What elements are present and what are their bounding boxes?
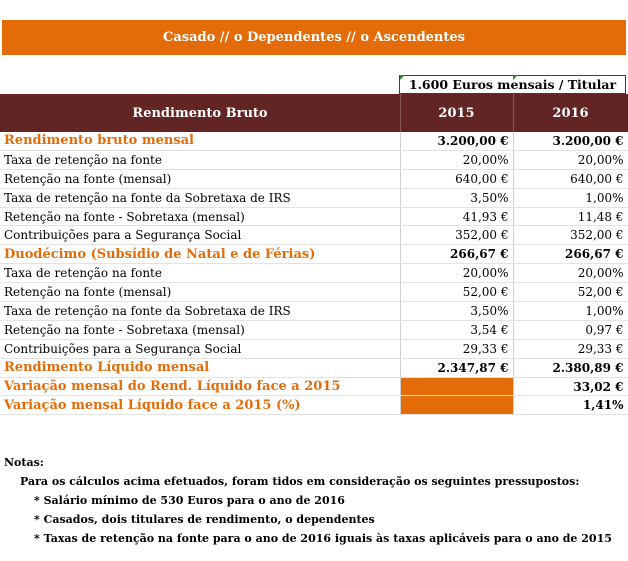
value-2015: 3,54 € (400, 320, 513, 339)
value-2016: 1,00% (513, 188, 628, 207)
cell-marker-icon (400, 75, 405, 80)
row-label: Duodécimo (Subsídio de Natal e de Férias) (0, 245, 400, 264)
table-header (0, 94, 628, 132)
table-row (0, 245, 628, 264)
row-label: Variação mensal do Rend. Líquido face a 2015 (0, 377, 400, 396)
cell-marker-icon (513, 75, 518, 80)
row-label: Rendimento Líquido mensal (0, 358, 400, 377)
table-row (0, 358, 628, 377)
value-2015 (400, 396, 513, 415)
table-row (0, 207, 628, 226)
row-label: Taxa de retenção na fonte (0, 150, 400, 169)
value-2015: 266,67 € (400, 245, 513, 264)
value-2016: 1,00% (513, 302, 628, 321)
income-scenario-label: 1.600 Euros mensais / Titular (408, 77, 617, 92)
page-banner (2, 20, 626, 55)
row-label: Taxa de retenção na fonte da Sobretaxa de IRS (0, 302, 400, 321)
value-2016: 2.380,89 € (513, 358, 628, 377)
table-row (0, 132, 628, 150)
value-2016: 640,00 € (513, 169, 628, 188)
value-2015: 3.200,00 € (400, 132, 513, 150)
header-year-2016: 2016 (552, 105, 589, 121)
value-2015: 2.347,87 € (400, 358, 513, 377)
value-2015: 640,00 € (400, 169, 513, 188)
banner-title: Casado // o Dependentes // o Ascendentes (163, 30, 465, 45)
value-2016: 0,97 € (513, 320, 628, 339)
table-row (0, 302, 628, 321)
income-table (0, 132, 628, 415)
header-year-2015: 2015 (438, 105, 475, 121)
value-2016: 52,00 € (513, 283, 628, 302)
notes-title: Notas: (4, 456, 44, 469)
value-2015: 3,50% (400, 188, 513, 207)
row-label: Contribuições para a Segurança Social (0, 226, 400, 245)
value-2015 (400, 377, 513, 396)
income-scenario-header (399, 75, 626, 94)
table-row (0, 283, 628, 302)
income-table-body (0, 132, 628, 415)
row-label: Rendimento bruto mensal (0, 132, 400, 150)
row-label: Contribuições para a Segurança Social (0, 339, 400, 358)
row-label: Variação mensal Líquido face a 2015 (%) (0, 396, 400, 415)
row-label: Retenção na fonte - Sobretaxa (mensal) (0, 207, 400, 226)
header-label: Rendimento Bruto (132, 105, 268, 121)
notes-item: * Taxas de retenção na fonte para o ano de 2016 iguais às taxas aplicáveis para o ano de 2015 (34, 532, 612, 545)
table-row (0, 264, 628, 283)
value-2015: 20,00% (400, 264, 513, 283)
table-row (0, 396, 628, 415)
value-2016: 20,00% (513, 150, 628, 169)
value-2016: 266,67 € (513, 245, 628, 264)
table-row (0, 226, 628, 245)
value-2016: 3.200,00 € (513, 132, 628, 150)
value-2016: 11,48 € (513, 207, 628, 226)
value-2016: 33,02 € (513, 377, 628, 396)
table-row (0, 169, 628, 188)
value-2015: 29,33 € (400, 339, 513, 358)
value-2016: 29,33 € (513, 339, 628, 358)
table-row (0, 377, 628, 396)
table-row (0, 320, 628, 339)
value-2015: 3,50% (400, 302, 513, 321)
notes-item: * Casados, dois titulares de rendimento, o dependentes (34, 513, 375, 526)
row-label: Retenção na fonte - Sobretaxa (mensal) (0, 320, 400, 339)
notes-item: * Salário mínimo de 530 Euros para o ano de 2016 (34, 494, 345, 507)
table-row (0, 339, 628, 358)
notes-intro: Para os cálculos acima efetuados, foram tidos em consideração os seguintes pressupostos: (20, 475, 580, 488)
value-2015: 52,00 € (400, 283, 513, 302)
row-label: Taxa de retenção na fonte (0, 264, 400, 283)
value-2016: 352,00 € (513, 226, 628, 245)
value-2015: 41,93 € (400, 207, 513, 226)
table-row (0, 188, 628, 207)
value-2016: 20,00% (513, 264, 628, 283)
value-2016: 1,41% (513, 396, 628, 415)
row-label: Retenção na fonte (mensal) (0, 283, 400, 302)
value-2015: 20,00% (400, 150, 513, 169)
row-label: Taxa de retenção na fonte da Sobretaxa de IRS (0, 188, 400, 207)
row-label: Retenção na fonte (mensal) (0, 169, 400, 188)
table-row (0, 150, 628, 169)
value-2015: 352,00 € (400, 226, 513, 245)
notes-section (4, 453, 624, 548)
